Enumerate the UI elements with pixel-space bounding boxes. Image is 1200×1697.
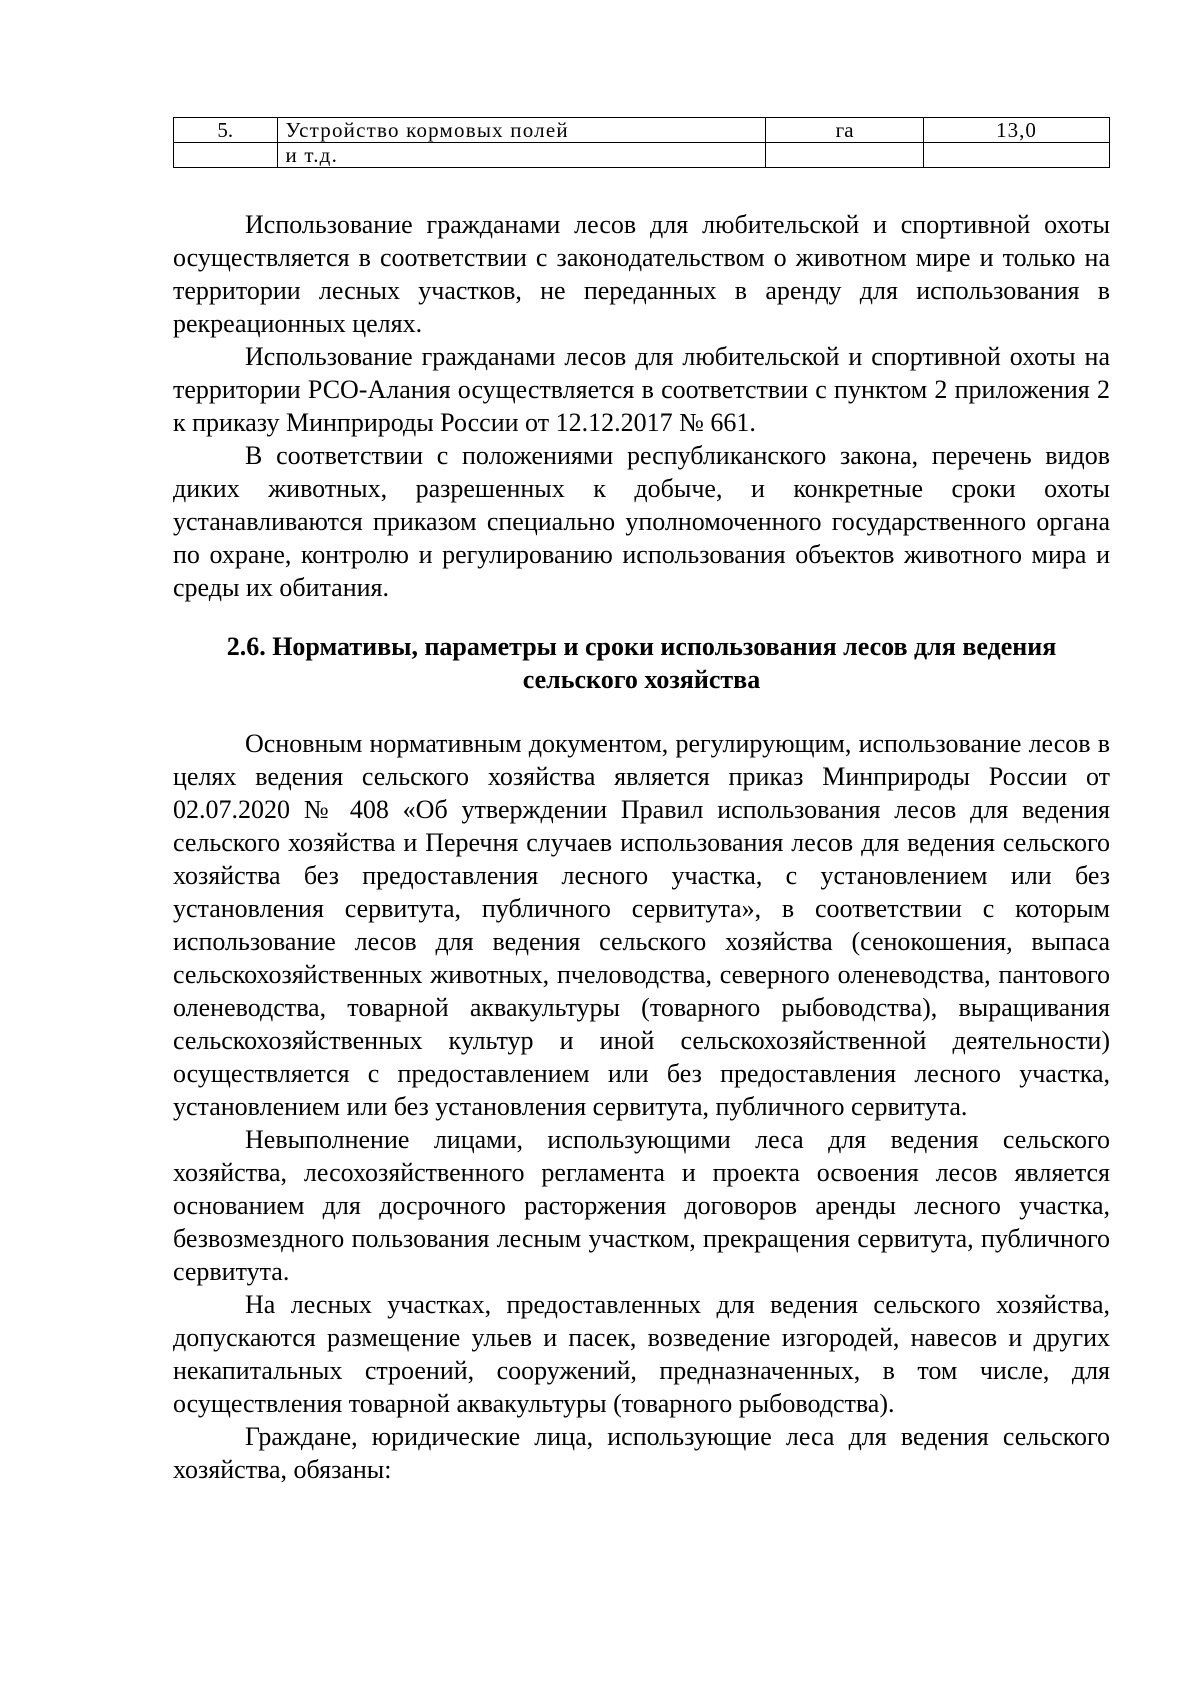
agriculture-section <box>173 727 1110 1486</box>
paragraph: В соответствии с положениями республиканского закона, перечень видов диких животных, разрешенных к добыче, и конкретные сроки охоты устанавливаются приказом специально уполномоченного государственного органа по охране, контролю и регулированию использования объектов животного мира и среды их обитания. <box>173 441 1110 602</box>
paragraph: Граждане, юридические лица, использующие леса для ведения сельского хозяйства, обязаны: <box>173 1422 1110 1484</box>
paragraph: Невыполнение лицами, использующими леса для ведения сельского хозяйства, лесохозяйственного регламента и проекта освоения лесов является основанием для досрочного расторжения договоров аренды лесного участка, безвозмездного пользования лесным участком, прекращения сервитута, публичного сервитута. <box>173 1125 1110 1286</box>
paragraph: Использование гражданами лесов для любительской и спортивной охоты осуществляется в соответствии с законодательством о животном мире и только на территории лесных участков, не переданных в аренду для использования в рекреационных целях. <box>173 210 1110 338</box>
activity-name-cell: и т.д. <box>277 143 766 168</box>
value-cell: 13,0 <box>923 118 1109 143</box>
paragraph: Использование гражданами лесов для любительской и спортивной охоты на территории РСО-Алания осуществляется в соответствии с пунктом 2 приложения 2 к приказу Минприроды России от 12.12.2017 № 661. <box>173 342 1110 437</box>
unit-cell: га <box>766 118 924 143</box>
paragraph: Основным нормативным документом, регулирующим, использование лесов в целях ведения сельского хозяйства является приказ Минприроды России от 02.07.2020 № 408 «Об утверждении Правил использования лесов для ведения сельского хозяйства и Перечня случаев использования лесов для ведения сельского хозяйства без предоставления лесного участка, с установлением или без установления сервитута, публичного сервитута», в соответствии с которым использование лесов для ведения сельского хозяйства (сенокошения, выпаса сельскохозяйственных животных, пчеловодства, северного оленеводства, пантового оленеводства, товарной аквакультуры (товарного рыбоводства), выращивания сельскохозяйственных культур и иной сельскохозяйственной деятельности) осуществляется с предоставлением или без предоставления лесного участка, установлением или без установления сервитута, публичного сервитута. <box>173 729 1110 1121</box>
unit-cell <box>766 143 924 168</box>
hunting-section <box>173 208 1110 604</box>
table-row <box>174 118 1110 143</box>
table-row <box>174 143 1110 168</box>
value-cell <box>923 143 1109 168</box>
section-heading-line-2: сельского хозяйства <box>522 665 761 694</box>
activity-table <box>173 117 1110 168</box>
section-heading-line-1: 2.6. Нормативы, параметры и сроки использования лесов для ведения <box>226 632 1057 661</box>
section-heading <box>173 630 1110 696</box>
activity-name-cell: Устройство кормовых полей <box>277 118 766 143</box>
paragraph: На лесных участках, предоставленных для ведения сельского хозяйства, допускаются размещение ульев и пасек, возведение изгородей, навесов и других некапитальных строений, сооружений, предназначенных, в том числе, для осуществления товарной аквакультуры (товарного рыбоводства). <box>173 1290 1110 1418</box>
row-number-cell: 5. <box>174 118 278 143</box>
row-number-cell <box>174 143 278 168</box>
